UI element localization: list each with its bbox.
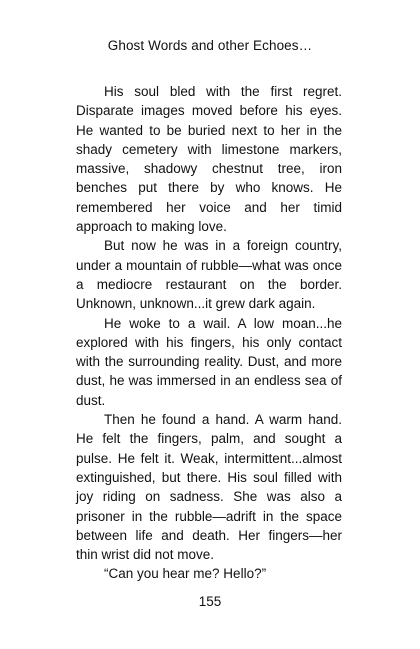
running-title: Ghost Words and other Echoes…: [107, 38, 313, 53]
paragraph: Then he found a hand. A warm hand. He felt the fingers, palm, and sought a pulse. He felt it. Weak, intermittent...almost extinguished, but there. His soul filled with joy riding on sadness. She was also a prisoner in the rubble—adrift in the space between life and death. Her fingers—her thin wrist did not move.: [76, 412, 342, 563]
paragraph: But now he was in a foreign country, under a mountain of rubble—what was once a mediocre restaurant on the border. Unknown, unknown...it grew dark again.: [76, 238, 342, 312]
paragraph: “Can you hear me? Hello?”: [104, 566, 267, 582]
body-text: [76, 82, 342, 584]
paragraph: He woke to a wail. A low moan...he explored with his fingers, his only contact with the surrounding reality. Dust, and more dust, he was immersed in an endless sea of dust.: [76, 315, 342, 408]
page-number: 155: [198, 594, 222, 609]
paragraph: His soul bled with the first regret. Disparate images moved before his eyes. He wanted to be buried next to her in the shady cemetery with limestone markers, massive, shadowy chestnut tree, iron benches put there by who knows. He remembered her voice and her timid approach to making love.: [76, 84, 342, 235]
